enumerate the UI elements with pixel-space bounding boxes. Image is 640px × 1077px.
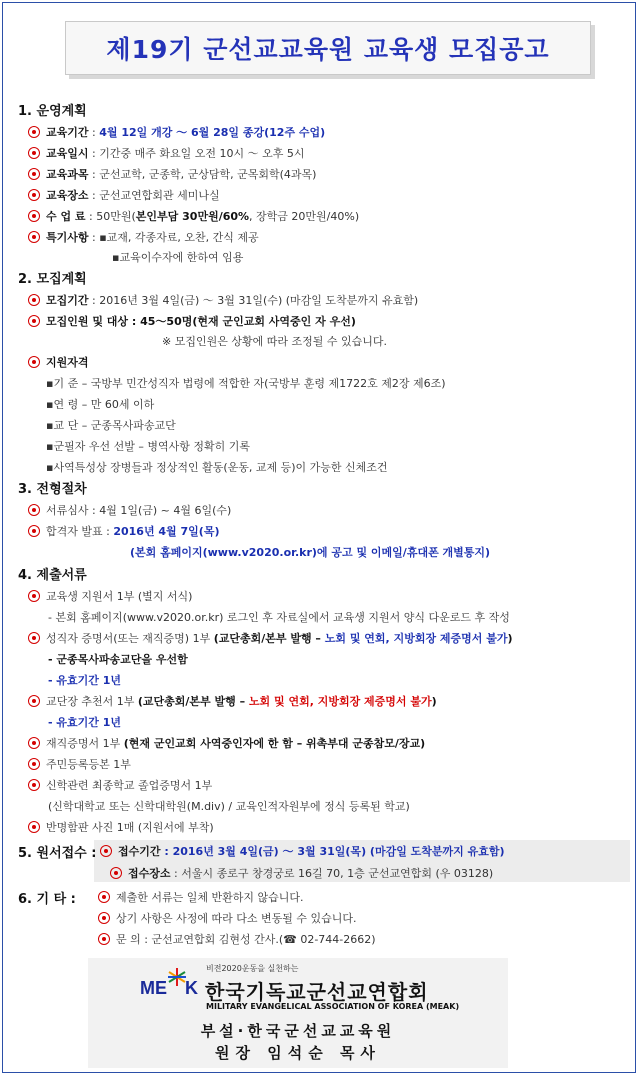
bullet-icon xyxy=(28,231,40,243)
s2-qual-2: ▪연 령 – 만 60세 이하 xyxy=(46,398,155,411)
bullet-icon xyxy=(28,189,40,201)
s4-diploma: 신학관련 최종학교 졸업증명서 1부 xyxy=(28,777,212,793)
s4-ordination-note-2: - 유효기간 1년 xyxy=(48,674,122,687)
footer-slogan: 비전2020운동을 실천하는 xyxy=(206,964,299,973)
bullet-icon xyxy=(28,779,40,791)
s4-application: 교육생 지원서 1부 (별지 서식) xyxy=(28,588,192,604)
s4-application-detail: - 본회 홈페이지(www.v2020.or.kr) 로그인 후 자료실에서 교육생 지원서 양식 다운로드 후 작성 xyxy=(48,611,510,624)
s2-qual-3: ▪교 단 – 군종목사파송교단 xyxy=(46,419,176,432)
section-6-heading: 6. 기 타 : xyxy=(18,892,76,907)
title-box xyxy=(65,21,591,75)
s6-other-2: 상기 사항은 사정에 따라 다소 변동될 수 있습니다. xyxy=(98,910,357,926)
section-5-heading: 5. 원서접수 : xyxy=(18,846,97,861)
s4-recommendation-note: - 유효기간 1년 xyxy=(48,716,122,729)
s2-qual-5: ▪사역특성상 장병들과 정상적인 활동(운동, 교제 등)이 가능한 신체조건 xyxy=(46,461,388,474)
bullet-icon xyxy=(28,758,40,770)
bullet-icon xyxy=(98,933,110,945)
s4-ordination: 성직자 증명서(또는 재직증명) 1부 (교단총회/본부 발행 – 노회 및 연회, 지방회장 제증명서 불가) xyxy=(28,630,513,646)
bullet-icon xyxy=(98,912,110,924)
s2-qual-4: ▪군필자 우선 선발 – 병역사항 정확히 기록 xyxy=(46,440,250,453)
meak-logo: ME K xyxy=(140,978,198,998)
bullet-icon xyxy=(100,845,112,857)
s4-photo: 반명함판 사진 1매 (지원서에 부착) xyxy=(28,819,214,835)
s3-announcement: 합격자 발표 : 2016년 4월 7일(목) xyxy=(28,523,219,539)
s1-item-notes: 특기사항 : ▪교재, 각종자료, 오찬, 간식 제공 xyxy=(28,229,259,245)
s1-item-subjects: 교육과목 : 군선교학, 군종학, 군상담학, 군목회학(4과목) xyxy=(28,166,316,182)
footer xyxy=(88,958,508,1068)
s4-resident-reg: 주민등록등본 1부 xyxy=(28,756,131,772)
bullet-icon xyxy=(28,821,40,833)
org-name-en: MILITARY EVANGELICAL ASSOCIATION OF KOREA (MEAK) xyxy=(206,1002,460,1011)
bullet-icon xyxy=(28,315,40,327)
bullet-icon xyxy=(28,632,40,644)
s3-screening: 서류심사 : 4월 1일(금) ~ 4월 6일(수) xyxy=(28,502,231,518)
s4-employment: 재직증명서 1부 (현재 군인교회 사역중인자에 한 함 – 위촉부대 군종참모/장교) xyxy=(28,735,425,751)
s1-item-notes-extra: ▪교육이수자에 한하여 임용 xyxy=(112,251,244,264)
bullet-icon xyxy=(28,294,40,306)
s5-address: 접수장소 : 서울시 종로구 창경궁로 16길 70, 1층 군선교연합회 (우 03128) xyxy=(110,865,493,881)
footer-line-2: 원장 임석순 목사 xyxy=(215,1044,381,1062)
s4-recommendation: 교단장 추천서 1부 (교단총회/본부 발행 – 노회 및 연회, 지방회장 제증명서 불가) xyxy=(28,693,437,709)
page-title: 제19기 군선교교육원 교육생 모집공고 xyxy=(106,35,550,64)
s2-period: 모집기간 : 2016년 3월 4일(금) ～ 3월 31일(수) (마감일 도착분까지 유효함) xyxy=(28,292,418,308)
bullet-icon xyxy=(28,504,40,516)
s2-qual-heading: 지원자격 xyxy=(28,354,89,370)
s1-item-period: 교육기간 : 4월 12일 개강 ～ 6월 28일 종강(12주 수업) xyxy=(28,124,325,140)
section-4-heading: 4. 제출서류 xyxy=(18,568,87,583)
s3-announcement-detail: (본회 홈페이지(www.v2020.or.kr)에 공고 및 이메일/휴대폰 개별통지) xyxy=(130,546,491,559)
bullet-icon xyxy=(28,356,40,368)
bullet-icon xyxy=(28,695,40,707)
s5-period: 접수기간 : 2016년 3월 4일(금) ～ 3월 31일(목) (마감일 도착분까지 유효함) xyxy=(100,843,505,859)
section-2-heading: 2. 모집계획 xyxy=(18,272,87,287)
bullet-icon xyxy=(28,590,40,602)
s6-contact: 문 의 : 군선교연합회 김현성 간사.(☎ 02-744-2662) xyxy=(98,931,376,947)
bullet-icon xyxy=(110,867,122,879)
s2-qual-1: ▪기 준 – 국방부 민간성직자 법령에 적합한 자(국방부 훈령 제1722호 제2장 제6조) xyxy=(46,377,446,390)
s6-other-1: 제출한 서류는 일체 반환하지 않습니다. xyxy=(98,889,304,905)
s1-item-fee: 수 업 료 : 50만원(본인부담 30만원/60%, 장학금 20만원/40%) xyxy=(28,208,359,224)
bullet-icon xyxy=(28,525,40,537)
s4-ordination-note-1: - 군종목사파송교단을 우선함 xyxy=(48,653,188,666)
bullet-icon xyxy=(28,737,40,749)
section-3-heading: 3. 전형절차 xyxy=(18,482,87,497)
org-name-ko: 한국기독교군선교연합회 xyxy=(205,980,429,1004)
logo-star-icon xyxy=(166,966,188,988)
s2-count: 모집인원 및 대상 : 45～50명(현재 군인교회 사역중인 자 우선) xyxy=(28,313,356,329)
bullet-icon xyxy=(98,891,110,903)
footer-line-1: 부설·한국군선교교육원 xyxy=(200,1022,396,1040)
bullet-icon xyxy=(28,168,40,180)
s2-note: ※ 모집인원은 상황에 따라 조정될 수 있습니다. xyxy=(162,335,387,348)
phone-icon: ☎ xyxy=(283,933,297,946)
section-1-heading: 1. 운영계획 xyxy=(18,104,87,119)
bullet-icon xyxy=(28,126,40,138)
s1-item-venue: 교육장소 : 군선교연합회관 세미나실 xyxy=(28,187,220,203)
s4-diploma-detail: (신학대학교 또는 신학대학원(M.div) / 교육인적자원부에 정식 등록된 학교) xyxy=(48,800,410,813)
s1-item-schedule: 교육일시 : 기간중 매주 화요일 오전 10시 ～ 오후 5시 xyxy=(28,145,304,161)
bullet-icon xyxy=(28,147,40,159)
bullet-icon xyxy=(28,210,40,222)
